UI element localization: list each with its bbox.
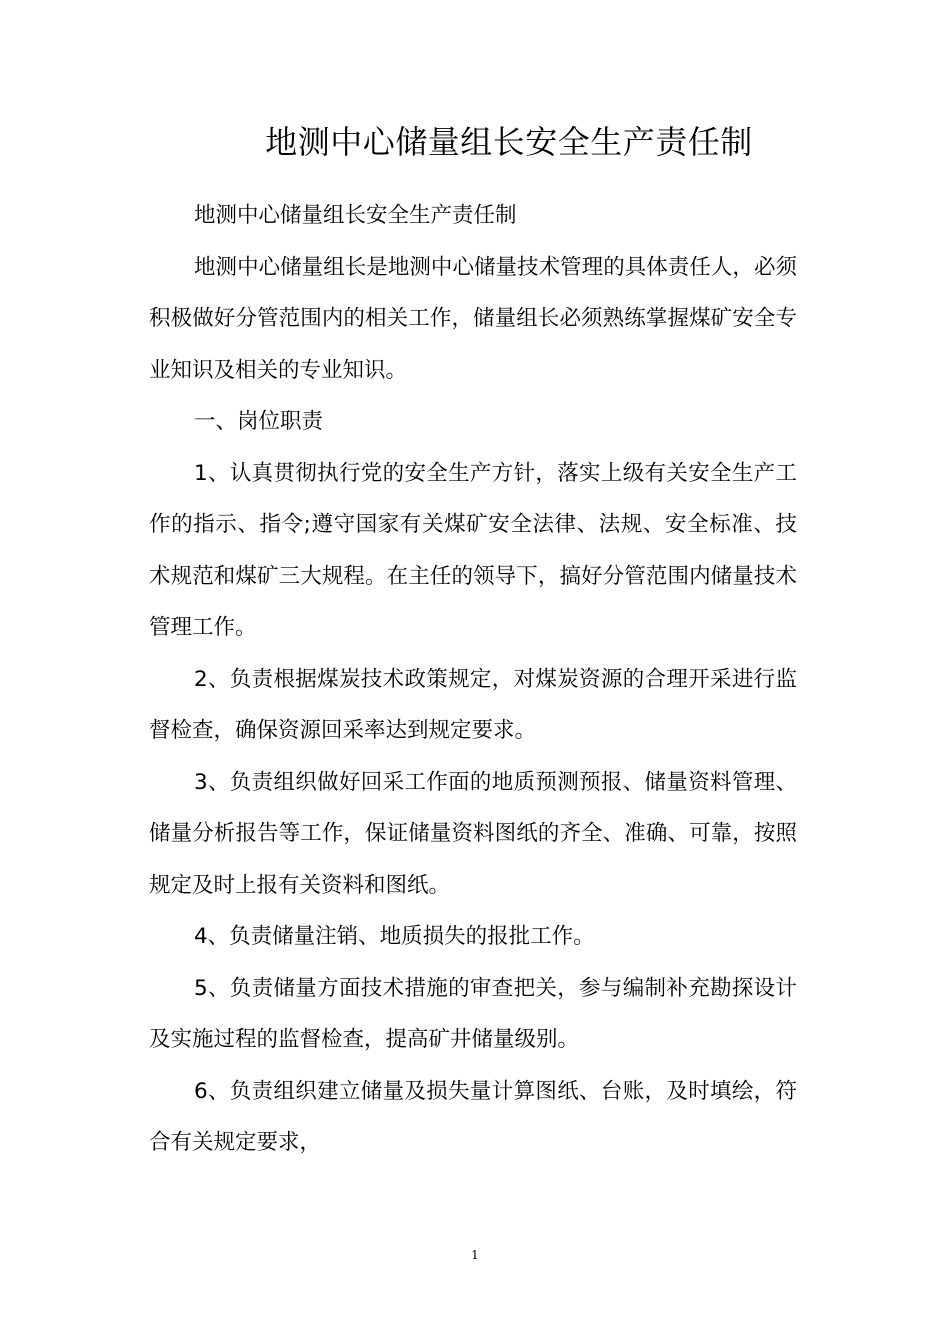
document-body [149,190,797,1169]
paragraph-subtitle: 地测中心储量组长安全生产责任制 [194,203,517,228]
duty-item-6: 6、负责组织建立储量及损失量计算图纸、台账，及时填绘，符合有关规定要求， [149,1078,797,1155]
page-number: 1 [471,1248,479,1262]
duty-item-3: 3、负责组织做好回采工作面的地质预测预报、储量资料管理、储量分析报告等工作，保证储量资料图纸的齐全、准确、可靠，按照规定及时上报有关资料和图纸。 [149,769,797,898]
duty-item-4: 4、负责储量注销、地质损失的报批工作。 [194,924,595,949]
paragraph-intro: 地测中心储量组长是地测中心储量技术管理的具体责任人，必须积极做好分管范围内的相关工作，储量组长必须熟练掌握煤矿安全专业知识及相关的专业知识。 [149,254,797,383]
duty-item-2: 2、负责根据煤炭技术政策规定，对煤炭资源的合理开采进行监督检查，确保资源回采率达到规定要求。 [149,666,797,743]
duty-item-5: 5、负责储量方面技术措施的审查把关，参与编制补充勘探设计及实施过程的监督检查，提高矿井储量级别。 [149,975,797,1052]
document-title: 地测中心储量组长安全生产责任制 [265,123,753,161]
section-heading-duties: 一、岗位职责 [194,409,324,434]
duty-item-1: 1、认真贯彻执行党的安全生产方针，落实上级有关安全生产工作的指示、指令;遵守国家有关煤矿安全法律、法规、安全标准、技术规范和煤矿三大规程。在主任的领导下，搞好分管范围内储量技术管理工作。 [149,460,797,640]
